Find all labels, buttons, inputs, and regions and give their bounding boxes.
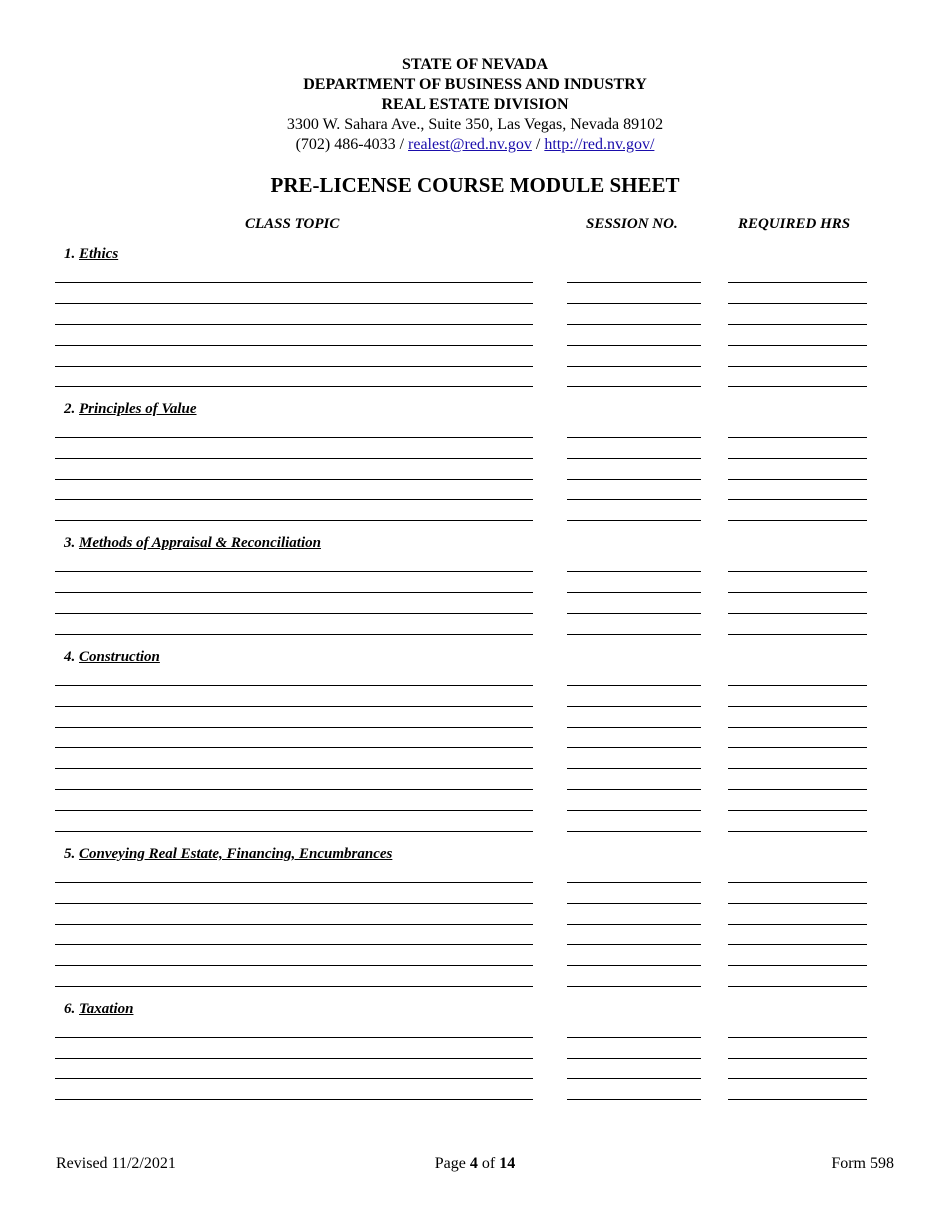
topic-line[interactable] bbox=[55, 789, 533, 790]
section-label: Conveying Real Estate, Financing, Encumbrances bbox=[79, 846, 393, 862]
session-line[interactable] bbox=[567, 944, 701, 945]
section-number: 1. bbox=[64, 246, 76, 262]
hours-line[interactable] bbox=[728, 1037, 867, 1038]
topic-line[interactable] bbox=[55, 571, 533, 572]
phone-number: (702) 486-4033 bbox=[295, 136, 396, 153]
session-line[interactable] bbox=[567, 789, 701, 790]
topic-line[interactable] bbox=[55, 1099, 533, 1100]
session-line[interactable] bbox=[567, 592, 701, 593]
hours-line[interactable] bbox=[728, 437, 867, 438]
division-name: REAL ESTATE DIVISION bbox=[381, 96, 569, 113]
page-number bbox=[0, 1155, 950, 1173]
page-title: PRE-LICENSE COURSE MODULE SHEET bbox=[270, 173, 680, 197]
column-header-required-hrs: REQUIRED HRS bbox=[738, 216, 851, 232]
session-line[interactable] bbox=[567, 685, 701, 686]
hours-line[interactable] bbox=[728, 768, 867, 769]
section-label: Methods of Appraisal & Reconciliation bbox=[79, 535, 321, 551]
session-line[interactable] bbox=[567, 571, 701, 572]
session-line[interactable] bbox=[567, 768, 701, 769]
hours-line[interactable] bbox=[728, 1058, 867, 1059]
contact-line bbox=[0, 135, 950, 155]
session-line[interactable] bbox=[567, 303, 701, 304]
hours-line[interactable] bbox=[728, 924, 867, 925]
topic-line[interactable] bbox=[55, 924, 533, 925]
section-title-methods-of-appraisal bbox=[64, 535, 321, 552]
section-title-ethics bbox=[64, 246, 118, 263]
topic-line[interactable] bbox=[55, 386, 533, 387]
hours-line[interactable] bbox=[728, 592, 867, 593]
session-line[interactable] bbox=[567, 458, 701, 459]
hours-line[interactable] bbox=[728, 613, 867, 614]
topic-line[interactable] bbox=[55, 479, 533, 480]
topic-line[interactable] bbox=[55, 366, 533, 367]
hours-line[interactable] bbox=[728, 458, 867, 459]
hours-line[interactable] bbox=[728, 965, 867, 966]
section-number: 4. bbox=[64, 649, 76, 665]
session-line[interactable] bbox=[567, 345, 701, 346]
section-number: 6. bbox=[64, 1001, 76, 1017]
topic-line[interactable] bbox=[55, 324, 533, 325]
hours-line[interactable] bbox=[728, 944, 867, 945]
hours-line[interactable] bbox=[728, 345, 867, 346]
topic-line[interactable] bbox=[55, 831, 533, 832]
topic-line[interactable] bbox=[55, 520, 533, 521]
hours-line[interactable] bbox=[728, 727, 867, 728]
section-label: Principles of Value bbox=[79, 401, 197, 417]
session-line[interactable] bbox=[567, 1099, 701, 1100]
hours-line[interactable] bbox=[728, 882, 867, 883]
page-prefix: Page bbox=[434, 1155, 466, 1172]
hours-line[interactable] bbox=[728, 706, 867, 707]
hours-line[interactable] bbox=[728, 479, 867, 480]
hours-line[interactable] bbox=[728, 386, 867, 387]
separator: / bbox=[399, 136, 405, 153]
session-line[interactable] bbox=[567, 706, 701, 707]
topic-line[interactable] bbox=[55, 345, 533, 346]
section-title-construction bbox=[64, 649, 160, 666]
topic-line[interactable] bbox=[55, 965, 533, 966]
hours-line[interactable] bbox=[728, 810, 867, 811]
address: 3300 W. Sahara Ave., Suite 350, Las Vegas, Nevada 89102 bbox=[286, 116, 664, 133]
hours-line[interactable] bbox=[728, 282, 867, 283]
topic-line[interactable] bbox=[55, 437, 533, 438]
session-line[interactable] bbox=[567, 727, 701, 728]
topic-line[interactable] bbox=[55, 986, 533, 987]
session-line[interactable] bbox=[567, 1078, 701, 1079]
page-of: of bbox=[481, 1155, 496, 1172]
hours-line[interactable] bbox=[728, 303, 867, 304]
session-line[interactable] bbox=[567, 613, 701, 614]
hours-line[interactable] bbox=[728, 634, 867, 635]
session-line[interactable] bbox=[567, 366, 701, 367]
topic-line[interactable] bbox=[55, 303, 533, 304]
hours-line[interactable] bbox=[728, 499, 867, 500]
hours-line[interactable] bbox=[728, 366, 867, 367]
session-line[interactable] bbox=[567, 324, 701, 325]
topic-line[interactable] bbox=[55, 747, 533, 748]
hours-line[interactable] bbox=[728, 1099, 867, 1100]
topic-line[interactable] bbox=[55, 499, 533, 500]
session-line[interactable] bbox=[567, 831, 701, 832]
section-title-taxation bbox=[64, 1001, 133, 1018]
topic-line[interactable] bbox=[55, 592, 533, 593]
session-line[interactable] bbox=[567, 810, 701, 811]
session-line[interactable] bbox=[567, 924, 701, 925]
topic-line[interactable] bbox=[55, 768, 533, 769]
section-title-principles-of-value bbox=[64, 401, 197, 418]
topic-line[interactable] bbox=[55, 944, 533, 945]
section-label: Construction bbox=[79, 649, 160, 665]
form-number: Form 598 bbox=[831, 1155, 894, 1172]
session-line[interactable] bbox=[567, 1037, 701, 1038]
hours-line[interactable] bbox=[728, 1078, 867, 1079]
session-line[interactable] bbox=[567, 1058, 701, 1059]
topic-line[interactable] bbox=[55, 706, 533, 707]
session-line[interactable] bbox=[567, 747, 701, 748]
topic-line[interactable] bbox=[55, 685, 533, 686]
topic-line[interactable] bbox=[55, 282, 533, 283]
section-label: Ethics bbox=[79, 246, 119, 262]
topic-line[interactable] bbox=[55, 458, 533, 459]
letterhead bbox=[0, 55, 950, 155]
session-line[interactable] bbox=[567, 903, 701, 904]
session-line[interactable] bbox=[567, 282, 701, 283]
topic-line[interactable] bbox=[55, 882, 533, 883]
topic-line[interactable] bbox=[55, 1037, 533, 1038]
session-line[interactable] bbox=[567, 882, 701, 883]
hours-line[interactable] bbox=[728, 685, 867, 686]
separator: / bbox=[535, 136, 541, 153]
hours-line[interactable] bbox=[728, 747, 867, 748]
session-line[interactable] bbox=[567, 499, 701, 500]
hours-line[interactable] bbox=[728, 789, 867, 790]
current-page: 4 bbox=[469, 1155, 478, 1172]
column-header-class-topic: CLASS TOPIC bbox=[245, 216, 340, 232]
topic-line[interactable] bbox=[55, 634, 533, 635]
state-name: STATE OF NEVADA bbox=[401, 56, 549, 73]
section-title-conveying-real-estate bbox=[64, 846, 392, 863]
hours-line[interactable] bbox=[728, 520, 867, 521]
session-line[interactable] bbox=[567, 965, 701, 966]
department-name: DEPARTMENT OF BUSINESS AND INDUSTRY bbox=[303, 76, 647, 93]
topic-line[interactable] bbox=[55, 727, 533, 728]
hours-line[interactable] bbox=[728, 986, 867, 987]
topic-line[interactable] bbox=[55, 1078, 533, 1079]
section-number: 5. bbox=[64, 846, 76, 862]
topic-line[interactable] bbox=[55, 1058, 533, 1059]
topic-line[interactable] bbox=[55, 810, 533, 811]
section-number: 3. bbox=[64, 535, 76, 551]
website-link[interactable]: http://red.nv.gov/ bbox=[544, 136, 655, 153]
session-line[interactable] bbox=[567, 520, 701, 521]
hours-line[interactable] bbox=[728, 571, 867, 572]
session-line[interactable] bbox=[567, 479, 701, 480]
total-pages: 14 bbox=[499, 1155, 516, 1172]
hours-line[interactable] bbox=[728, 831, 867, 832]
topic-line[interactable] bbox=[55, 903, 533, 904]
column-header-session-no: SESSION NO. bbox=[586, 216, 678, 232]
email-link[interactable]: realest@red.nv.gov bbox=[408, 136, 532, 153]
session-line[interactable] bbox=[567, 986, 701, 987]
section-label: Taxation bbox=[79, 1001, 134, 1017]
section-number: 2. bbox=[64, 401, 76, 417]
hours-line[interactable] bbox=[728, 324, 867, 325]
session-line[interactable] bbox=[567, 437, 701, 438]
hours-line[interactable] bbox=[728, 903, 867, 904]
topic-line[interactable] bbox=[55, 613, 533, 614]
revised-date: Revised 11/2/2021 bbox=[56, 1155, 176, 1172]
session-line[interactable] bbox=[567, 386, 701, 387]
session-line[interactable] bbox=[567, 634, 701, 635]
